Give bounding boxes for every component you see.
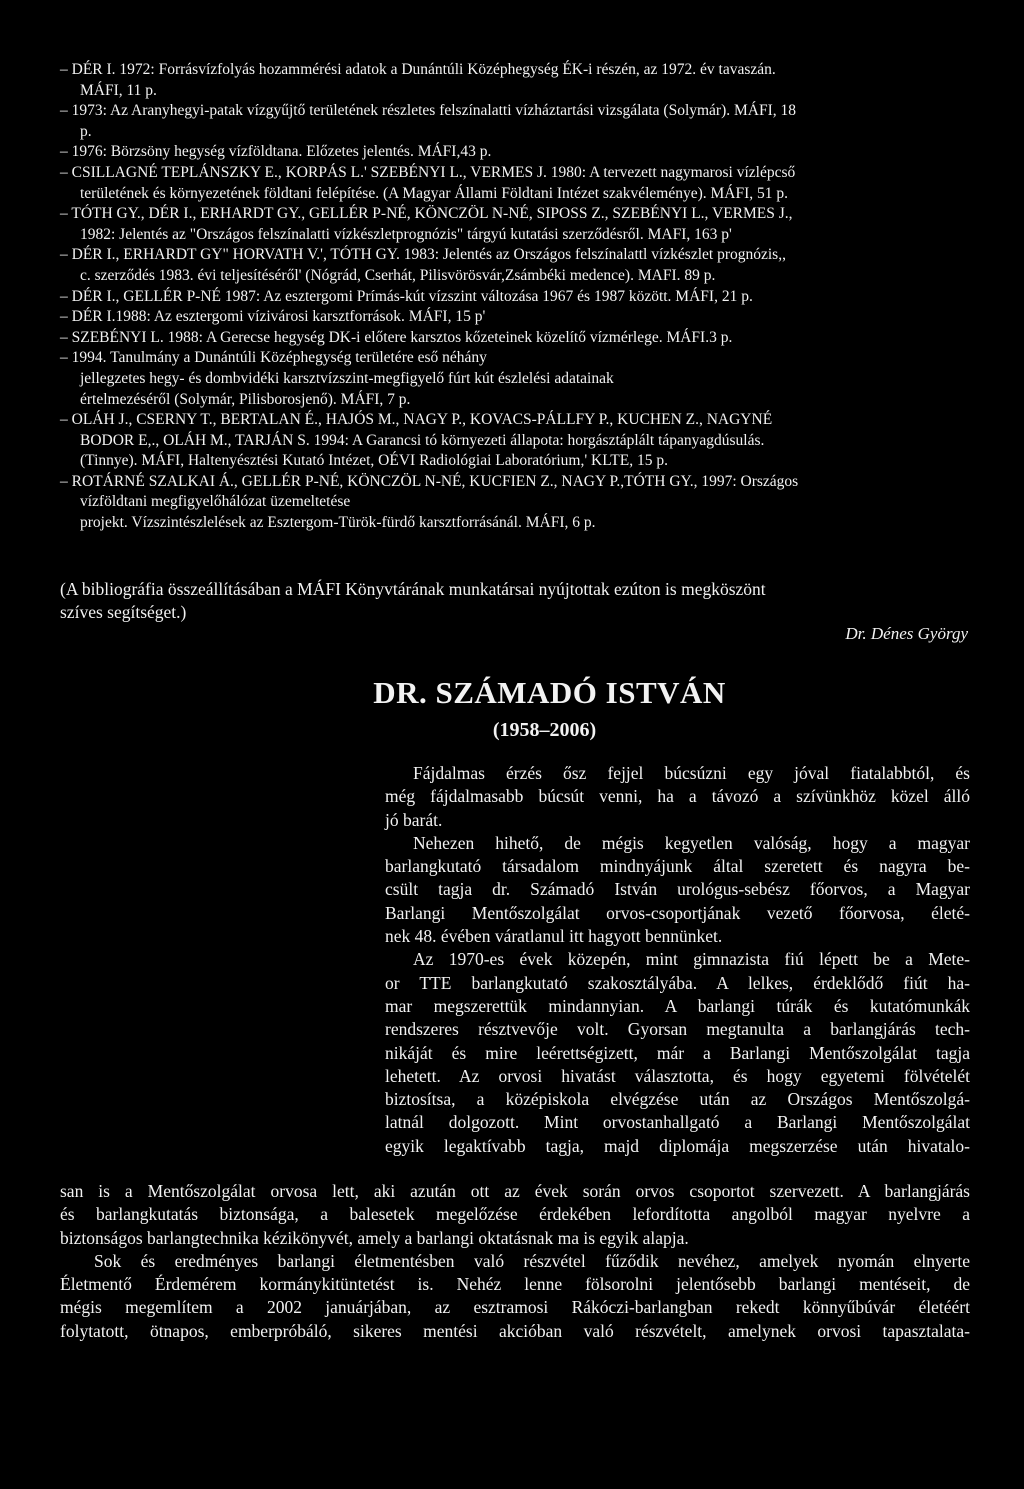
paragraph-line: folytatott, ötnapos, emberpróbáló, sikeres mentési akcióban való részvételt, amelynek orvosi tapasztalata- — [60, 1320, 970, 1341]
paragraph-line: Az 1970-es évek közepén, mint gimnazista fiú lépett be a Mete- — [413, 949, 970, 970]
paragraph-line: Barlangi Mentőszolgálat orvos-csoportjának vezető főorvosa, életé- — [385, 902, 970, 923]
bibliography-entry — [60, 287, 970, 308]
bibliography-line: – DÉR I. 1972: Forrásvízfolyás hozammérési adatok a Dunántúli Középhegység ÉK-i részén, az 1972. év tavaszán. — [60, 61, 776, 78]
bibliography-line: projekt. Vízszintészlelések az Esztergom-Türök-fürdő karsztforrásánál. MÁFI, 6 p. — [80, 514, 596, 532]
bibliography-entry — [60, 60, 970, 101]
paragraph-line: mégis megemlítem a 2002 januárjában, az esztramosi Rákóczi-barlangban rekedt könnyűbúvár életéért — [60, 1297, 970, 1318]
bibliography-line: – DÉR I., ERHARDT GY" HORVATH V.', TÓTH GY. 1983: Jelentés az Országos felszínalattl vízkészlet prognózis,, — [60, 246, 786, 264]
acknowledgement — [60, 578, 970, 624]
bibliography-line: MÁFI, 11 p. — [80, 81, 157, 99]
bibliography-line: értelmezéséről (Solymár, Pilisborosjenő). MÁFI, 7 p. — [80, 390, 411, 408]
bibliography-line: területének és környezetének földtani felépítése. (A Magyar Állami Földtani Intézet szakvéleménye). MÁFI, 51 p. — [80, 184, 789, 202]
ack-line: (A bibliográfia összeállításában a MÁFI Könyvtárának munkatársai nyújtottak ezúton is megköszönt — [60, 579, 766, 599]
paragraph-line: mar megszerettük mindannyian. A barlangi túrák és kutatómunkák — [385, 995, 970, 1016]
bibliography-list — [60, 60, 970, 534]
bibliography-line: (Tinnye). MÁFI, Haltenyésztési Kutató Intézet, OÉVI Radiológiai Laboratórium,' KLTE, 15 p. — [80, 452, 668, 470]
paragraph-line: Életmentő Érdemérem kormánykitüntetést is. Nehéz lenne fölsorolni jelentősebb barlangi mentéseit, de — [60, 1274, 970, 1295]
paragraph-line: san is a Mentőszolgálat orvosa lett, aki azután ott az évek során orvos csoportot szervezett. A barlangjárás — [60, 1181, 970, 1201]
bibliography-line: – 1976: Börzsöny hegység vízföldtana. Előzetes jelentés. MÁFI,43 p. — [60, 143, 492, 161]
bibliography-entry — [60, 348, 970, 410]
paragraph-line: latnál dolgozott. Mint orvostanhallgató a Barlangi Mentőszolgálat — [385, 1112, 970, 1133]
paragraph-line: egyik legaktívabb tagja, majd diplomája megszerzése után hivatalo- — [385, 1135, 970, 1156]
bibliography-line: 1982: Jelentés az "Országos felszínalatti vízkészletprognózis" tárgyú kutatási szerződésről. MAFI, 163 p' — [80, 225, 732, 243]
bibliography-line: – DÉR I., GELLÉR P-NÉ 1987: Az esztergomi Prímás-kút vízszint változása 1967 és 1987 között. MÁFI, 21 p. — [60, 287, 753, 305]
bibliography-line: – TÓTH GY., DÉR I., ERHARDT GY., GELLÉR P-NÉ, KÖNCZÖL N-NÉ, SIPOSS Z., SZEBÉNYI L., VERMES J., — [60, 205, 793, 223]
paragraph-line: csült tagja dr. Számadó István urológus-sebész főorvos, a Magyar — [385, 879, 970, 900]
bibliography-line: – SZEBÉNYI L. 1988: A Gerecse hegység DK-i előtere karsztos kőzeteinek közelítő vízmérlege. MÁFI.3 p. — [60, 328, 733, 346]
obituary-years: (1958–2006) — [492, 719, 597, 741]
bibliography-line: vízföldtani megfigyelőhálózat üzemeltetése — [80, 493, 351, 511]
bibliography-entry — [60, 245, 970, 286]
bibliography-entry — [60, 410, 970, 472]
paragraph-line: Nehezen hihető, de mégis kegyetlen valóság, hogy a magyar — [413, 832, 970, 853]
paragraph-line: barlangkutató társadalom mindnyájunk által szeretett és nagyra be- — [385, 856, 970, 877]
paragraph-line: biztonságos barlangtechnika kézikönyvét, amely a barlangi oktatásnak ma is egyik alapja. — [60, 1227, 689, 1248]
paragraph-line: biztosítsa, a középiskola elvégzése után az Országos Mentőszolgá- — [385, 1089, 970, 1110]
paragraph-line: Fájdalmas érzés ősz fejjel búcsúzni egy jóval fiatalabbtól, és — [413, 763, 970, 783]
bibliography-line: BODOR E,., OLÁH M., TARJÁN S. 1994: A Garancsi tó környezeti állapota: horgásztáplált tápanyagdúsulás. — [80, 431, 765, 449]
obituary-body-text — [60, 1180, 970, 1343]
bibliography-entry — [60, 472, 970, 534]
bibliography-entry — [60, 142, 970, 163]
paragraph-line: nek 48. évében váratlanul itt hagyott bennünket. — [385, 926, 723, 947]
obituary-column-text — [385, 762, 970, 1158]
paragraph-line: rendszeres résztvevője volt. Gyorsan megtanulta a barlangjárás tech- — [385, 1019, 970, 1040]
paragraph-line: még fájdalmasabb búcsút venni, ha a távozó a szívünkhöz közel álló — [385, 786, 970, 807]
paragraph-line: lehetett. Az orvosi hivatást választotta, és hogy egyetemi fölvételét — [385, 1065, 970, 1086]
bibliography-line: – 1973: Az Aranyhegyi-patak vízgyűjtő területének részletes felszínalatti vízháztartási vizsgálata (Solymár). MÁFI, 18 — [60, 102, 797, 120]
paragraph-line: jó barát. — [385, 809, 443, 830]
obituary-heading — [0, 675, 1024, 745]
bibliography-line: c. szerződés 1983. évi teljesítéséről' (Nógrád, Cserhát, Pilisvörösvár,Zsámbéki medence). MAFI. 89 p. — [80, 266, 716, 284]
bibliography-entry — [60, 101, 970, 142]
ack-line: szíves segítséget.) — [60, 602, 187, 622]
paragraph-line: or TTE barlangkutató szakosztályába. A lelkes, érdeklődő fiút ha- — [385, 972, 970, 993]
paragraph-line: és barlangkutatás biztonsága, a balesetek megelőzése érdekében lefordította angolból magyar nyelvre a — [60, 1204, 970, 1225]
bibliography-line: jellegzetes hegy- és dombvidéki karsztvízszint-megfigyelő fúrt kút észlelési adatainak — [80, 369, 614, 387]
signature: Dr. Dénes György — [845, 624, 968, 643]
bibliography-line: p. — [80, 122, 92, 140]
bibliography-entry — [60, 328, 970, 349]
bibliography-line: – ROTÁRNÉ SZALKAI Á., GELLÉR P-NÉ, KÖNCZÖL N-NÉ, KUCFIEN Z., NAGY P.,TÓTH GY., 1997: Országos — [60, 472, 799, 490]
bibliography-entry — [60, 204, 970, 245]
bibliography-line: – 1994. Tanulmány a Dunántúli Középhegység területére eső néhány — [60, 349, 487, 367]
paragraph-line: nikáját és mire leérettségizett, már a Barlangi Mentőszolgálat tagja — [385, 1042, 970, 1063]
bibliography-line: – DÉR I.1988: Az esztergomi vízivárosi karsztforrások. MÁFI, 15 p' — [60, 308, 486, 326]
bibliography-entry — [60, 307, 970, 328]
bibliography-line: – CSILLAGNÉ TEPLÁNSZKY E., KORPÁS L.' SZEBÉNYI L., VERMES J. 1980: A tervezett nagymarosi vízlépcső — [60, 163, 796, 181]
obituary-name: DR. SZÁMADÓ ISTVÁN — [373, 675, 726, 710]
bibliography-entry — [60, 163, 970, 204]
paragraph-line: Sok és eredményes barlangi életmentésben való részvétel fűződik nevéhez, amelyek nyomán elnyerte — [94, 1250, 970, 1271]
bibliography-line: – OLÁH J., CSERNY T., BERTALAN É., HAJÓS M., NAGY P., KOVACS-PÁLLFY P., KUCHEN Z., NAGYNÉ — [60, 411, 773, 429]
